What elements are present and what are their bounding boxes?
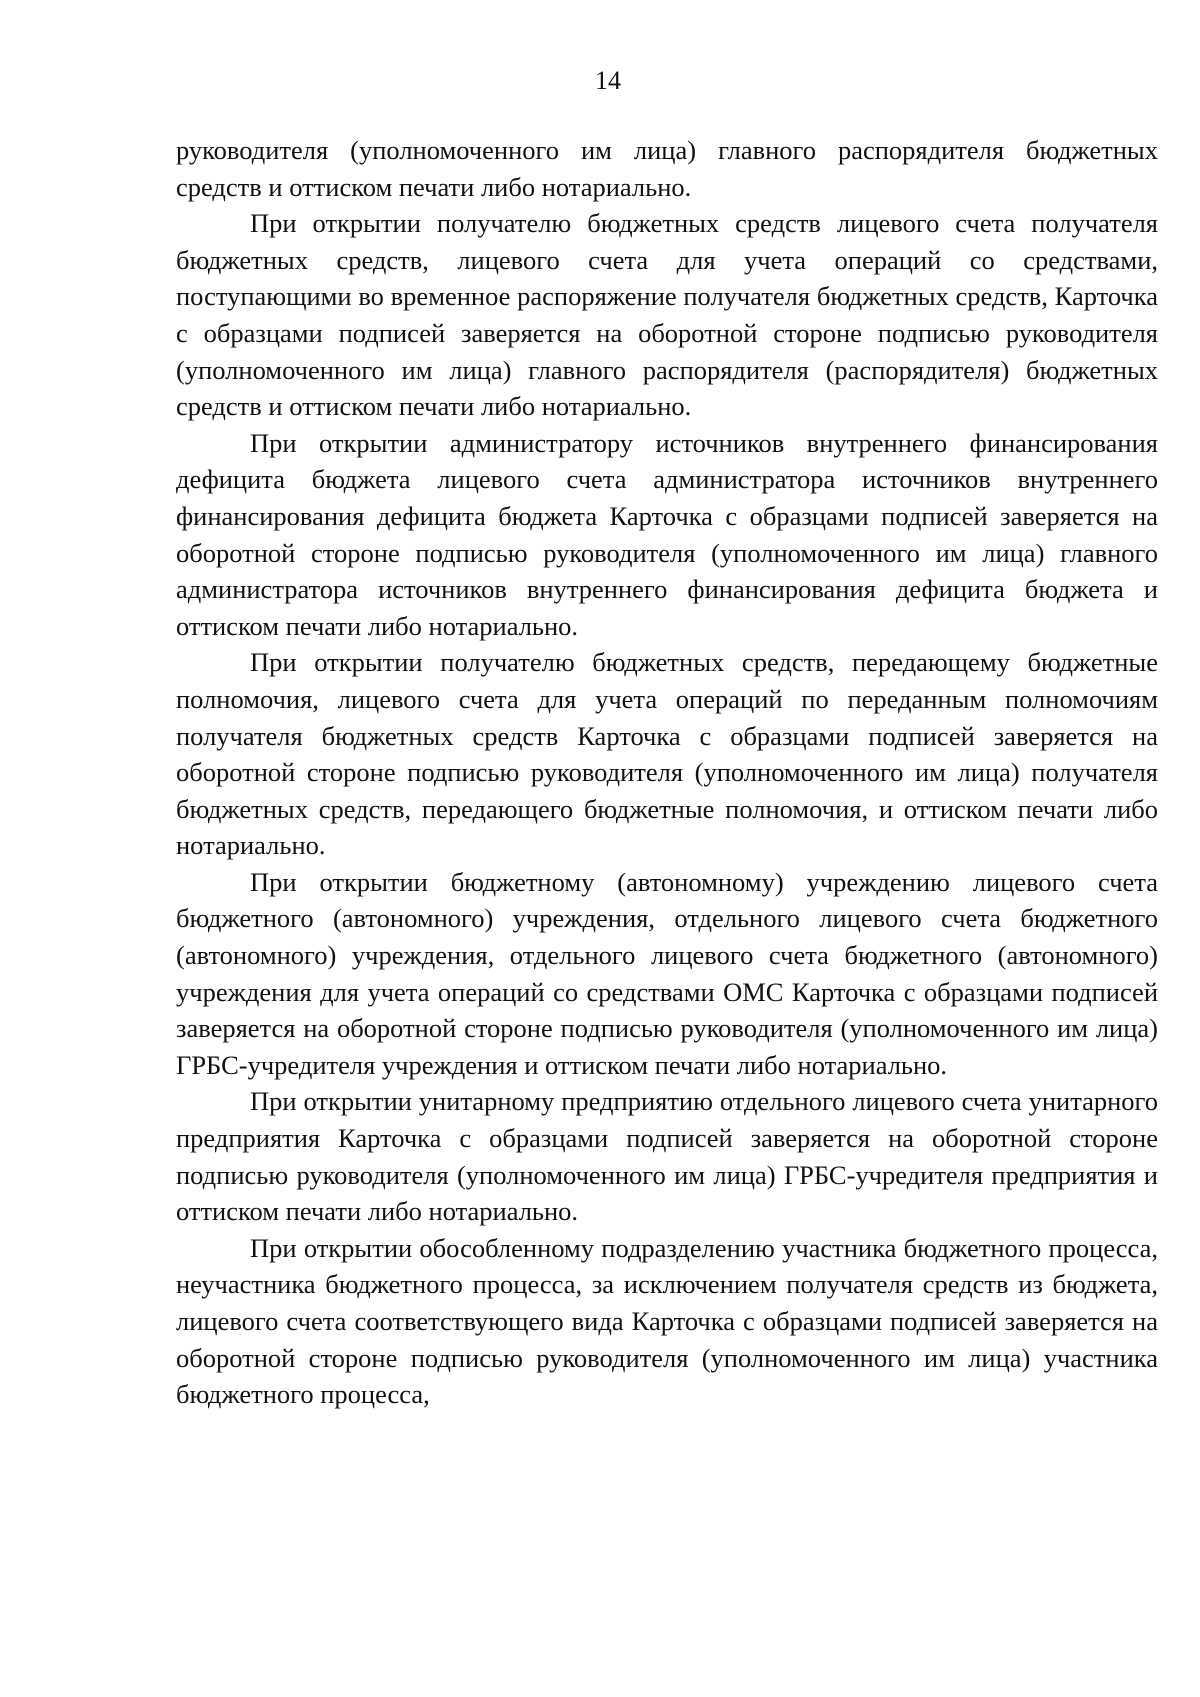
paragraph-separate-division: При открытии обособленному подразделению участника бюджетного процесса, неучастника бюджетного процесса, за исключением получателя средств из бюджета, лицевого счета соответствующего вида Карточка с образцами подписей заверяется на оборотной стороне подписью руководителя (уполномоченного им лица) участника бюджетного процесса, [176,1232,1158,1410]
paragraph-budget-institution: При открытии бюджетному (автономному) учреждению лицевого счета бюджетного (автономного) учреждения, отдельного лицевого счета бюджетного (автономного) учреждения, отдельного лицевого счета бюджетного (автономного) учреждения для учета операций со средствами ОМС Карточка с образцами подписей заверяется на оборотной стороне подписью руководителя (уполномоченного им лица) ГРБС-учредителя учреждения и оттиском печати либо нотариально. [176,866,1158,1080]
paragraph-delegated-powers: При открытии получателю бюджетных средств, передающему бюджетные полномочия, лицевого счета для учета операций по переданным полномочиям получателя бюджетных средств Карточка с образцами подписей заверяется на оборотной стороне подписью руководителя (уполномоченного им лица) получателя бюджетных средств, передающего бюджетные полномочия, и оттиском печати либо нотариально. [176,647,1158,861]
paragraph-budget-recipient: При открытии получателю бюджетных средств лицевого счета получателя бюджетных средств, лицевого счета для учета операций со средствами, поступающими во временное распоряжение получателя бюджетных средств, Карточка с образцами подписей заверяется на оборотной стороне подписью руководителя (уполномоченного им лица) главного распорядителя (распорядителя) бюджетных средств и оттиском печати либо нотариально. [176,208,1158,422]
paragraph-unitary-enterprise: При открытии унитарному предприятию отдельного лицевого счета унитарного предприятия Карточка с образцами подписей заверяется на оборотной стороне подписью руководителя (уполномоченного им лица) ГРБС-учредителя предприятия и оттиском печати либо нотариально. [176,1086,1158,1227]
paragraph-continuation: руководителя (уполномоченного им лица) главного распорядителя бюджетных средств и оттиском печати либо нотариально. [176,135,1158,202]
page-number: 14 [595,66,621,95]
document-body [176,132,1158,1413]
paragraph-deficit-administrator: При открытии администратору источников внутреннего финансирования дефицита бюджета лицевого счета администратора источников внутреннего финансирования дефицита бюджета Карточка с образцами подписей заверяется на оборотной стороне подписью руководителя (уполномоченного им лица) главного администратора источников внутреннего финансирования дефицита бюджета и оттиском печати либо нотариально. [176,427,1158,641]
